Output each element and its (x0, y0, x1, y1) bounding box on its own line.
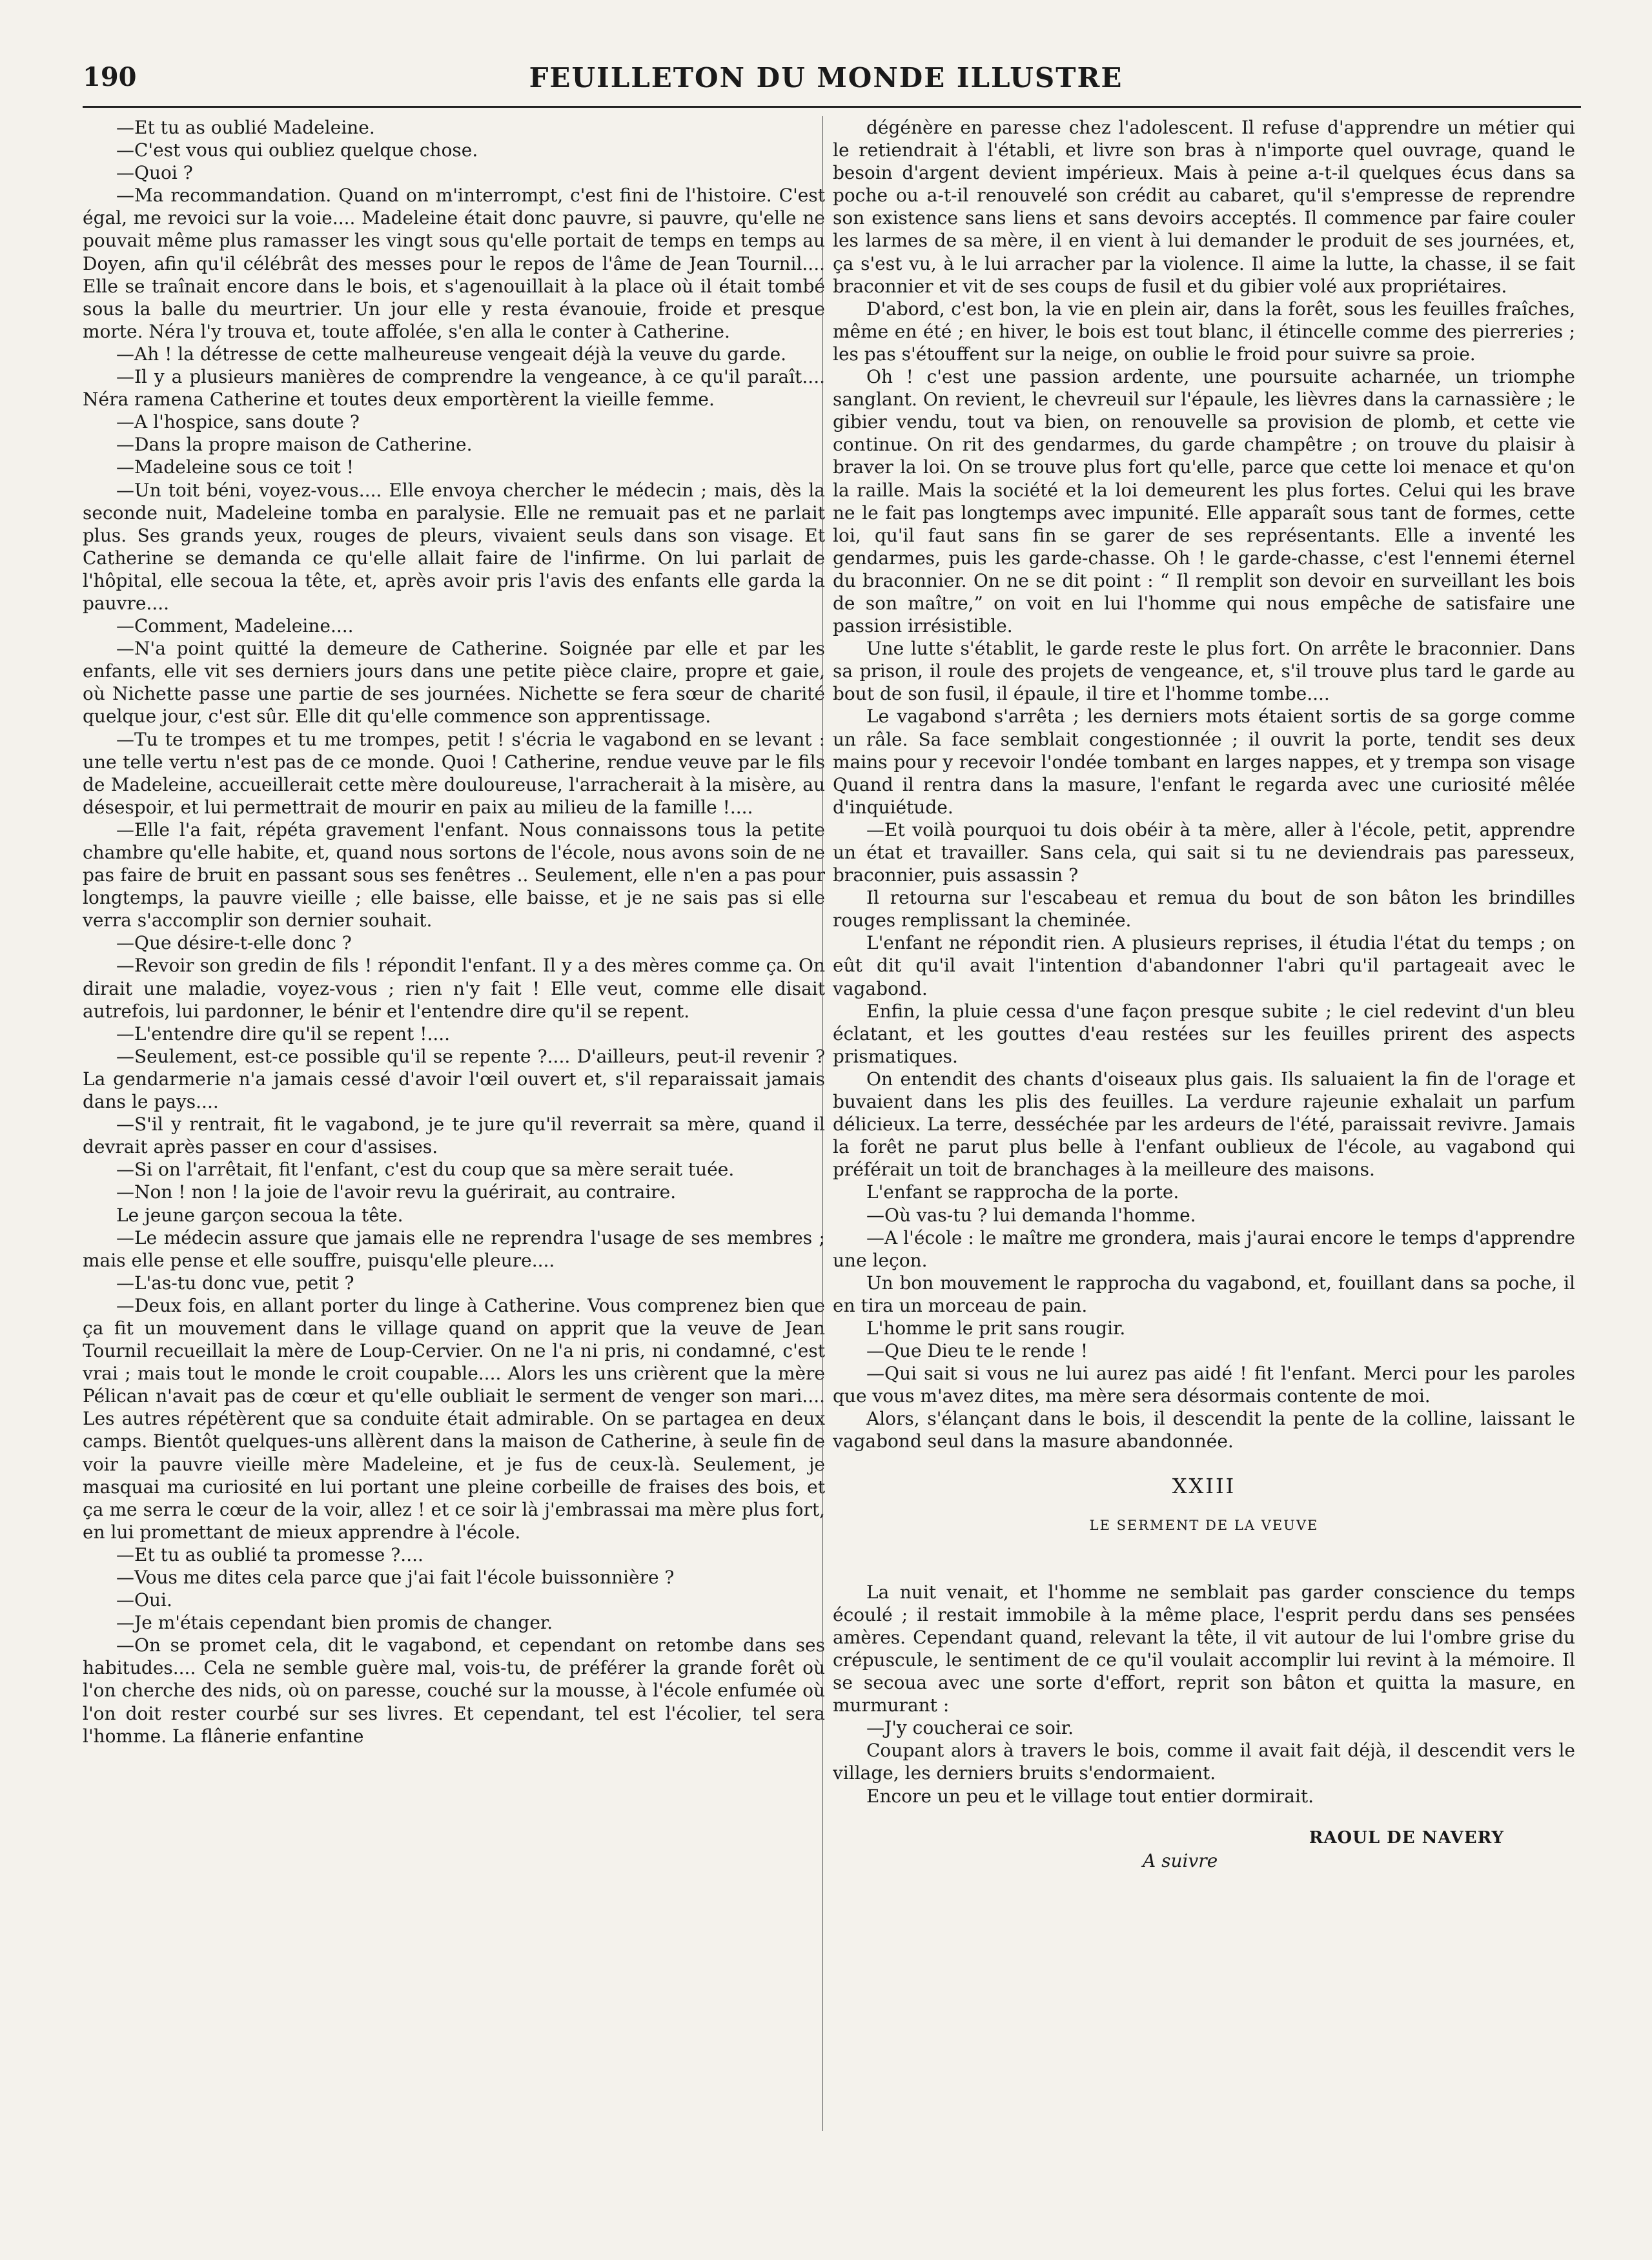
chapter-title: LE SERMENT DE LA VEUVE (1089, 1517, 1319, 1533)
chapter-number: XXIII (1172, 1473, 1236, 1498)
paragraph: —Qui sait si vous ne lui aurez pas aidé ! fit l'enfant. Merci pour les paroles que vous m'avez dites, ma mère sera désormais contente de moi. (833, 1363, 1575, 1407)
paragraph: Alors, s'élançant dans le bois, il descendit la pente de la colline, laissant le vagabond seul dans la masure abandonnée. (833, 1408, 1575, 1452)
paragraph: —C'est vous qui oubliez quelque chose. (116, 139, 478, 161)
paragraph: —J'y coucherai ce soir. (866, 1717, 1074, 1739)
paragraph: —L'as-tu donc vue, petit ? (116, 1272, 354, 1294)
paragraph: —A l'école : le maître me grondera, mais j'aurai encore le temps d'apprendre une leçon. (833, 1227, 1575, 1271)
paragraph: —Le médecin assure que jamais elle ne reprendra l'usage de ses membres ; mais elle pense et elle souffre, puisqu'elle pleure.... (83, 1227, 825, 1271)
paragraph: —Ma recommandation. Quand on m'interrompt, c'est fini de l'histoire. C'est égal, me revoici sur la voie.... Madeleine était donc pauvre, si pauvre, qu'elle ne pouvait même plus ramasser les vingt sous qu'elle portait de temps en temps au Doyen, afin qu'il célébrât des messes pour le repos de l'âme de Jean Tournil.... Elle se traînait encore dans le bois, et s'agenouillait à la place où il était tombé sous la balle du meurtrier. Un jour elle y resta évanouie, froide et presque morte. Néra l'y trouva et, toute affolée, s'en alla le conter à Catherine. (83, 185, 825, 342)
paragraph: —S'il y rentrait, fit le vagabond, je te jure qu'il reverrait sa mère, quand il devrait après passer en cour d'assises. (83, 1114, 825, 1158)
paragraph: —Et tu as oublié Madeleine. (116, 117, 375, 138)
paragraph: —Si on l'arrêtait, fit l'enfant, c'est du coup que sa mère serait tuée. (116, 1159, 735, 1181)
left-column (83, 116, 825, 2163)
paragraph: —Il y a plusieurs manières de comprendre la vengeance, à ce qu'il paraît.... Néra ramena Catherine et toutes deux emportèrent la vieille femme. (83, 366, 825, 411)
paragraph: —Dans la propre maison de Catherine. (116, 434, 473, 456)
paragraph: Enfin, la pluie cessa d'une façon presque subite ; le ciel redevint d'un bleu éclatant, et les gouttes d'eau restées sur les feuilles prirent des aspects prismatiques. (833, 1000, 1575, 1067)
paragraph: —Ah ! la détresse de cette malheureuse vengeait déjà la veuve du garde. (116, 343, 787, 365)
paragraph: —Madeleine sous ce toit ! (116, 456, 354, 478)
paragraph: Oh ! c'est une passion ardente, une poursuite acharnée, un triomphe sanglant. On revient, le chevreuil sur l'épaule, les lièvres dans la carnassière ; le gibier vendu, tout va bien, on renouvelle sa provision de plomb, et cette vie continue. On rit des gendarmes, du garde champêtre ; on trouve du plaisir à braver la loi. On se trouve plus fort qu'elle, parce que cette loi menace et qu'on la raille. Mais la société et la loi demeurent les plus fortes. Celui qui les brave ne le fait pas longtemps avec impunité. Elle apparaît sous tant de formes, cette loi, qu'il faut sans fin se garer de ses représentants. Elle a inventé les gendarmes, puis les garde-chasse. Oh ! le garde-chasse, c'est l'ennemi éternel du braconnier. On ne se dit point : “ Il remplit son devoir en surveillant les bois de son maître,” on voit en lui l'homme qui nous empêche de satisfaire une passion irrésistible. (833, 366, 1575, 637)
paragraph: dégénère en paresse chez l'adolescent. Il refuse d'apprendre un métier qui le retiendrait à l'établi, et livre son bras à n'importe quel ouvrage, quand le besoin d'argent devient impérieux. Mais à peine a-t-il quelques écus dans sa poche ou a-t-il renouvelé son crédit au cabaret, qu'il s'empresse de reprendre son existence sans liens et sans devoirs acceptés. Il commence par faire couler les larmes de sa mère, il en vient à lui demander le produit de ses journées, et, ça s'est vu, à le lui arracher par la violence. Il aime la lutte, la chasse, il se fait braconnier et vit de ses coups de fusil et du gibier volé aux propriétaires. (833, 117, 1575, 297)
paragraph: —Oui. (116, 1589, 172, 1611)
paragraph: —Vous me dites cela parce que j'ai fait l'école buissonnière ? (116, 1567, 675, 1588)
paragraph: —L'entendre dire qu'il se repent !.... (116, 1023, 451, 1044)
paragraph: —Revoir son gredin de fils ! répondit l'enfant. Il y a des mères comme ça. On dirait une maladie, voyez-vous ; rien n'y fait ! Elle veut, comme elle disait autrefois, lui pardonner, le bénir et l'entendre dire qu'il se repent. (83, 955, 825, 1022)
paragraph: —Que désire-t-elle donc ? (116, 932, 352, 954)
paragraph: On entendit des chants d'oiseaux plus gais. Ils saluaient la fin de l'orage et buvaient dans les plis des feuilles. La verdure rajeunie exhalait un parfum délicieux. La terre, desséchée par les ardeurs de l'été, paraissait revivre. Jamais la forêt ne parut plus belle à l'enfant oublieux de l'école, au vagabond qui préférait un toit de branchages à la meilleure des maisons. (833, 1068, 1575, 1181)
paragraph: —Deux fois, en allant porter du linge à Catherine. Vous comprenez bien que ça fit un mouvement dans le village quand on apprit que la veuve de Jean Tournil recueillait la mère de Loup-Cervier. On ne l'a ni pris, ni condamné, c'est vrai ; mais tout le monde le croit coupable.... Alors les uns crièrent que la mère Pélican n'avait pas de cœur et qu'elle oubliait le serment de venger son mari.... Les autres répétèrent que sa conduite était admirable. On se partagea en deux camps. Bientôt quelques-uns allèrent dans la maison de Catherine, à seule fin de voir la pauvre vieille mère Madeleine, et je fus de ceux-là. Seulement, je masquai ma curiosité en lui portant une pleine corbeille de fraises des bois, et ça me serra le cœur de la voir, allez ! et ce soir là j'embrassai ma mère plus fort, en lui promettant de mieux apprendre à l'école. (83, 1294, 825, 1543)
paragraph: —Elle l'a fait, répéta gravement l'enfant. Nous connaissons tous la petite chambre qu'elle habite, et, quand nous sortons de l'école, nous avons soin de ne pas faire de bruit en passant sous ses fenêtres .. Seulement, elle n'en a pas pour longtemps, la pauvre vieille ; elle baisse, elle baisse, et je ne sais pas si elle verra s'accomplir son dernier souhait. (83, 819, 825, 931)
paragraph: —Quoi ? (116, 162, 193, 184)
paragraph: —Tu te trompes et tu me trompes, petit ! s'écria le vagabond en se levant : une telle vertu n'est pas de ce monde. Quoi ! Catherine, rendue veuve par le fils de Madeleine, accueillerait cette mère douloureuse, l'arracherait à la misère, au désespoir, et lui permettrait de mourir en paix au milieu de la famille !.... (83, 728, 825, 818)
paragraph: Coupant alors à travers le bois, comme il avait fait déjà, il descendit vers le village, les derniers bruits s'endormaient. (833, 1740, 1575, 1784)
to-be-continued: A suivre (1143, 1849, 1218, 1871)
column-separator (822, 116, 823, 2131)
paragraph: Il retourna sur l'escabeau et remua du bout de son bâton les brindilles rouges remplissant la cheminée. (833, 887, 1575, 931)
paragraph: D'abord, c'est bon, la vie en plein air, dans la forêt, sous les feuilles fraîches, même en été ; en hiver, le bois est tout blanc, il étincelle comme des pierreries ; les pas s'étouffent sur la neige, on oublie le froid pour suivre sa proie. (833, 298, 1575, 365)
paragraph: —Et tu as oublié ta promesse ?.... (116, 1543, 423, 1565)
paragraph: Le jeune garçon secoua la tête. (116, 1204, 403, 1226)
paragraph: —Comment, Madeleine.... (116, 615, 354, 637)
paragraph: L'homme le prit sans rougir. (866, 1317, 1126, 1339)
paragraph: Encore un peu et le village tout entier dormirait. (866, 1785, 1314, 1807)
author-signature: RAOUL DE NAVERY (1309, 1827, 1504, 1848)
paragraph: —Je m'étais cependant bien promis de changer. (116, 1612, 553, 1634)
paragraph: —Que Dieu te le rende ! (866, 1340, 1088, 1362)
paragraph: —On se promet cela, dit le vagabond, et cependant on retombe dans ses habitudes.... Cela ne semble guère mal, vois-tu, de préférer la grande forêt où l'on cherche des nids, où on paresse, couché sur la mousse, à l'école enfumée où l'on doit rester courbé sur ses livres. Et cependant, tel est l'écolier, tel sera l'homme. La flânerie enfantine (83, 1634, 825, 1747)
paragraph: Un bon mouvement le rapprocha du vagabond, et, fouillant dans sa poche, il en tira un morceau de pain. (833, 1272, 1575, 1316)
paragraph: —Non ! non ! la joie de l'avoir revu la guérirait, au contraire. (116, 1181, 677, 1203)
paragraph: —Où vas-tu ? lui demanda l'homme. (866, 1204, 1196, 1226)
header-rule (83, 106, 1581, 108)
paragraph: Le vagabond s'arrêta ; les derniers mots étaient sortis de sa gorge comme un râle. Sa face semblait congestionnée ; il ouvrit la porte, tendit ses deux mains pour y recevoir l'ondée tombant en larges nappes, et y trempa son visage Quand il rentra dans la masure, l'enfant le regarda avec une curiosité mêlée d'inquiétude. (833, 706, 1575, 818)
paragraph: La nuit venait, et l'homme ne semblait pas garder conscience du temps écoulé ; il restait immobile à la même place, l'esprit perdu dans ses pensées amères. Cependant quand, relevant la tête, il vit autour de lui l'ombre grise du crépuscule, le sentiment de ce qu'il voulait accomplir lui revint à la mémoire. Il se secoua avec une sorte d'effort, reprit son bâton et quitta la masure, en murmurant : (833, 1581, 1575, 1716)
paragraph: L'enfant se rapprocha de la porte. (866, 1181, 1179, 1203)
paragraph: L'enfant ne répondit rien. A plusieurs reprises, il étudia l'état du temps ; on eût dit qu'il avait l'intention d'abandonner l'abri qu'il partageait avec le vagabond. (833, 932, 1575, 999)
right-column (833, 116, 1575, 2163)
paragraph: —Un toit béni, voyez-vous.... Elle envoya chercher le médecin ; mais, dès la seconde nuit, Madeleine tomba en paralysie. Elle ne remuait pas et ne parlait plus. Ses grands yeux, rouges de pleurs, vivaient seuls dans son visage. Et Catherine se demanda ce qu'elle allait faire de l'infirme. On lui parlait de l'hôpital, elle secoua la tête, et, après avoir pris l'avis des enfants elle garda la pauvre.... (83, 479, 825, 614)
paragraph: —N'a point quitté la demeure de Catherine. Soignée par elle et par les enfants, elle vit ses derniers jours dans une petite pièce claire, propre et gaie, où Nichette passe une partie de ses journées. Nichette se fera sœur de charité quelque jour, c'est sûr. Elle dit qu'elle commence son apprentissage. (83, 638, 825, 728)
paragraph: —A l'hospice, sans doute ? (116, 411, 360, 433)
page-number: 190 (83, 62, 137, 92)
paragraph: —Seulement, est-ce possible qu'il se repente ?.... D'ailleurs, peut-il revenir ? La gendarmerie n'a jamais cessé d'avoir l'œil ouvert et, s'il reparaissait jamais dans le pays.... (83, 1045, 825, 1113)
paragraph: —Et voilà pourquoi tu dois obéir à ta mère, aller à l'école, petit, apprendre un état et travailler. Sans cela, qui sait si tu ne deviendrais pas paresseux, braconnier, puis assassin ? (833, 819, 1575, 886)
paragraph: Une lutte s'établit, le garde reste le plus fort. On arrête le braconnier. Dans sa prison, il roule des projets de vengeance, et, s'il trouve plus tard le garde au bout de son fusil, il épaule, il tire et l'homme tombe.... (833, 638, 1575, 705)
running-title: FEUILLETON DU MONDE ILLUSTRE (529, 62, 1123, 94)
